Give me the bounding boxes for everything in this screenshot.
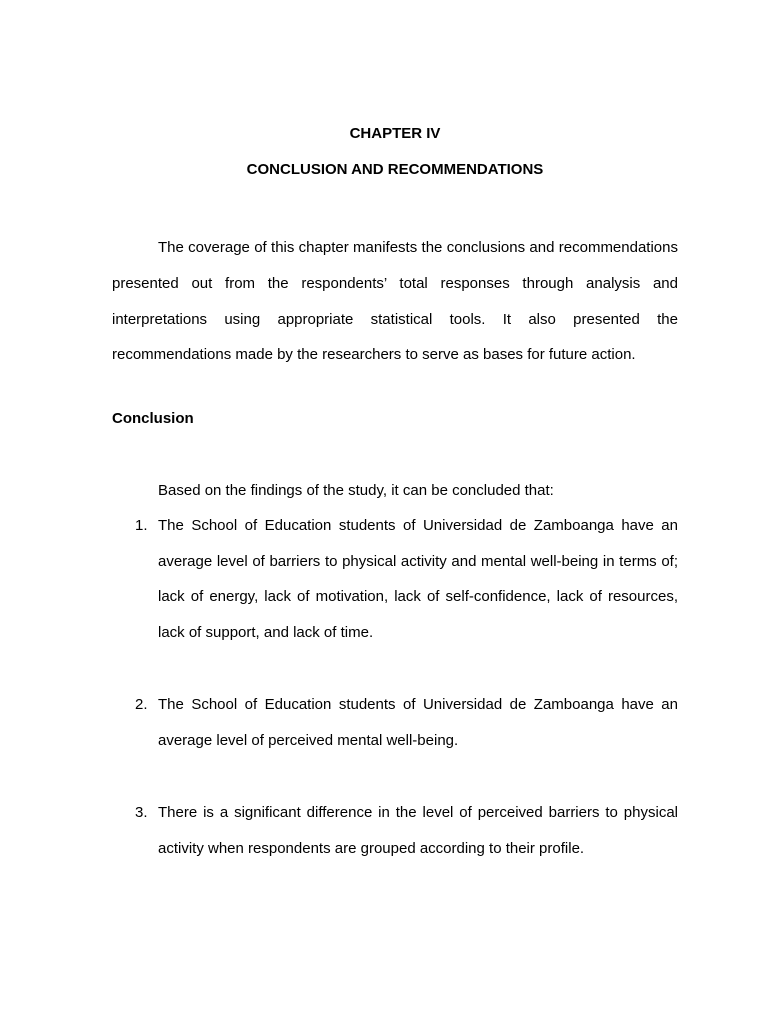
- list-item-number: 3.: [135, 804, 148, 821]
- list-item-text: The School of Education students of Universidad de Zamboanga have an average level of barriers to physical activity and mental well-being in terms of; lack of energy, lack of motivation, lack of self-confidence, lack of resources, lack of support, and lack of time.: [158, 517, 678, 641]
- list-item-number: 2.: [135, 696, 148, 713]
- list-item-text: There is a significant difference in the level of perceived barriers to physical activity when respondents are grouped according to their profile.: [158, 804, 678, 857]
- conclusion-list-item: [112, 795, 678, 866]
- list-item-text: The School of Education students of Universidad de Zamboanga have an average level of perceived mental well-being.: [158, 696, 678, 749]
- conclusion-list-item: [112, 508, 678, 650]
- intro-paragraph: The coverage of this chapter manifests the conclusions and recommendations presented out from the respondents’ total responses through analysis and interpretations using appropriate statistical tools. It also presented the recommendations made by the researchers to serve as bases for future action.: [112, 239, 678, 364]
- conclusion-list-item: [112, 687, 678, 758]
- conclusion-lead-text: Based on the findings of the study, it can be concluded that:: [158, 482, 554, 499]
- conclusion-heading: Conclusion: [112, 410, 194, 427]
- chapter-number-heading: CHAPTER IV: [349, 125, 441, 142]
- chapter-title-heading: CONCLUSION AND RECOMMENDATIONS: [246, 161, 544, 178]
- list-item-number: 1.: [135, 517, 148, 534]
